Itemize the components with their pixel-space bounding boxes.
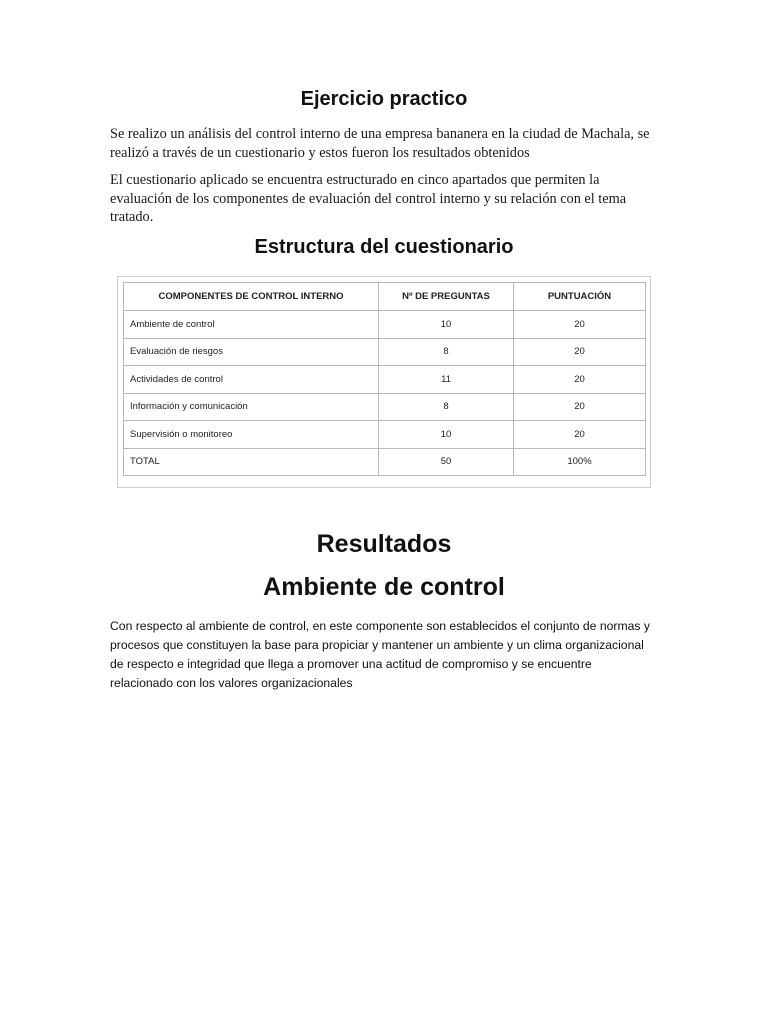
- row-questions: 11: [379, 366, 514, 394]
- row-score: 20: [514, 393, 646, 421]
- questionnaire-table-frame: [117, 276, 651, 488]
- row-score: 20: [514, 421, 646, 449]
- row-questions: 10: [379, 311, 514, 339]
- section-heading: Ambiente de control: [263, 573, 505, 601]
- header-questions: Nº DE PREGUNTAS: [379, 283, 514, 311]
- intro-paragraph-1: Se realizo un análisis del control interno de una empresa bananera en la ciudad de Machala, se realizó a través de un cuestionario y estos fueron los resultados obtenidos: [110, 126, 650, 161]
- table-row: [124, 421, 646, 449]
- section-paragraph: Con respecto al ambiente de control, en este componente son establecidos el conjunto de normas y procesos que constituyen la base para propiciar y mantener un ambiente y un clima organizacional de respecto e integridad que llega a promover una actitud de compromiso y se encuentre relacionado con los valores organizacionales: [110, 619, 650, 690]
- results-heading: Resultados: [316, 530, 452, 558]
- row-component: Ambiente de control: [124, 311, 379, 339]
- header-score: PUNTUACIÓN: [514, 283, 646, 311]
- intro-paragraph-2: El cuestionario aplicado se encuentra estructurado en cinco apartados que permiten la evaluación de los componentes de evaluación del control interno y su relación con el tema tratado.: [110, 172, 627, 225]
- page-title: Ejercicio practico: [300, 88, 468, 110]
- table-row: [124, 311, 646, 339]
- row-questions: 50: [379, 448, 514, 476]
- header-components: COMPONENTES DE CONTROL INTERNO: [124, 283, 379, 311]
- row-score: 20: [514, 366, 646, 394]
- structure-heading: Estructura del cuestionario: [254, 236, 514, 258]
- row-component: Supervisión o monitoreo: [124, 421, 379, 449]
- table-row: [124, 366, 646, 394]
- row-component: Información y comunicación: [124, 393, 379, 421]
- row-component: TOTAL: [124, 448, 379, 476]
- row-component: Actividades de control: [124, 366, 379, 394]
- row-score: 20: [514, 311, 646, 339]
- row-questions: 10: [379, 421, 514, 449]
- row-score: 20: [514, 338, 646, 366]
- table-header-row: [124, 283, 646, 311]
- row-questions: 8: [379, 338, 514, 366]
- table-row-total: [124, 448, 646, 476]
- row-questions: 8: [379, 393, 514, 421]
- row-component: Evaluación de riesgos: [124, 338, 379, 366]
- table-row: [124, 338, 646, 366]
- row-score: 100%: [514, 448, 646, 476]
- table-row: [124, 393, 646, 421]
- questionnaire-table: [123, 282, 646, 476]
